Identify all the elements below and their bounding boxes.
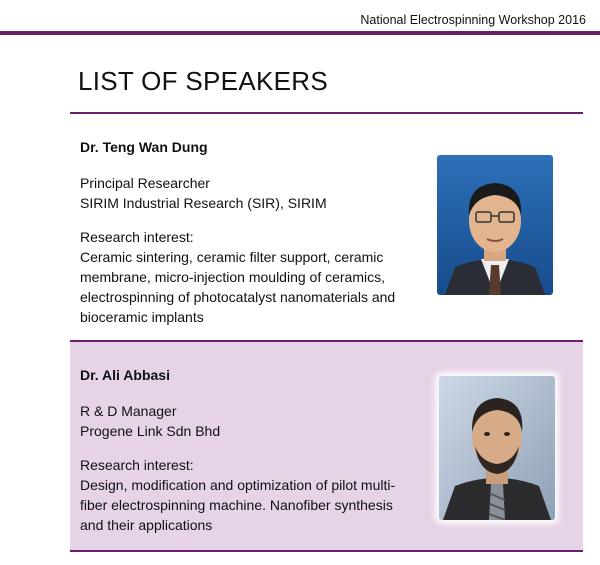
workshop-header: National Electrospinning Workshop 2016	[360, 13, 586, 27]
interest-text: Ceramic sintering, ceramic filter support, ceramic membrane, micro-injection moulding of ceramics, electrospinning of photocatalyst nanomaterials and bioceramic implants	[80, 249, 396, 325]
speaker-organization: Progene Link Sdn Bhd	[80, 423, 221, 439]
speaker-organization: SIRIM Industrial Research (SIR), SIRIM	[80, 195, 327, 211]
portrait-photo-icon	[439, 376, 555, 520]
interest-text: Design, modification and optimization of pilot multi-fiber electrospinning machine. Nanofiber synthesis and their applications	[80, 477, 396, 533]
speaker-name: Dr. Ali Abbasi	[80, 367, 170, 383]
header-divider	[0, 31, 600, 35]
portrait-photo-icon	[437, 155, 553, 295]
page-title: LIST OF SPEAKERS	[78, 66, 328, 96]
speaker-card-2	[70, 342, 583, 550]
interest-heading: Research interest:	[80, 229, 194, 245]
speaker-role: Principal Researcher	[80, 175, 210, 191]
speaker-card-1	[70, 113, 583, 340]
interest-heading: Research interest:	[80, 457, 194, 473]
speaker-name: Dr. Teng Wan Dung	[80, 139, 208, 155]
bottom-divider	[70, 550, 583, 552]
speaker-role: R & D Manager	[80, 403, 177, 419]
